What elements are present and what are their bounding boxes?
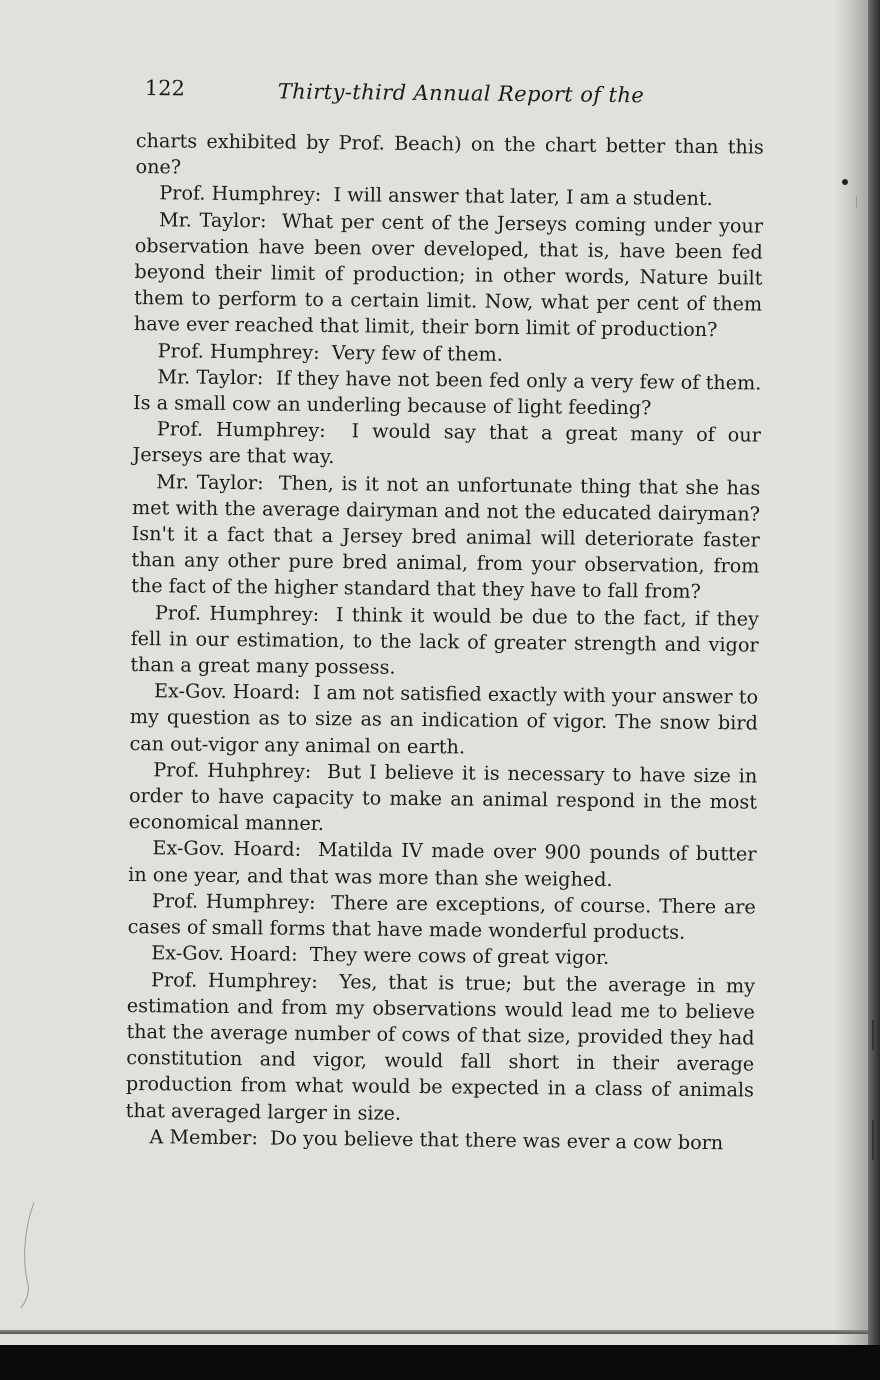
speaker-name: A Member: — [149, 1124, 258, 1150]
speaker-name: Mr. Taylor: — [158, 207, 267, 232]
speech-text: There are exceptions, of course. There are cases of small forms that have made wonderful products. — [127, 890, 756, 944]
transcript-body — [125, 128, 764, 1156]
running-title: Thirty-third Annual Report of the — [277, 79, 645, 108]
speech-paragraph — [129, 678, 758, 763]
speech-paragraph — [126, 966, 756, 1130]
speech-text: Do you believe that there was ever a cow born — [269, 1126, 724, 1154]
speech-text: I am not satisfied exactly with your answer to my question as to size as an indication of vigor. The snow bird can out-vigor any animal on earth. — [129, 681, 759, 759]
page-edge-shadow — [834, 0, 868, 1345]
speech-text: If they have not been fed only a very few of them. Is a small cow an underling because of light feeding? — [133, 366, 762, 420]
speech-paragraph — [132, 416, 761, 475]
speech-paragraph — [133, 364, 762, 423]
speaker-name: Prof. Humphrey: — [157, 338, 320, 364]
speaker-name: Ex-Gov. Hoard: — [151, 941, 298, 967]
ink-dot-mark — [842, 179, 848, 185]
speech-text: Very few of them. — [331, 340, 504, 366]
speaker-name: Prof. Humphrey: — [150, 967, 318, 993]
page-bottom-rule — [0, 1330, 868, 1334]
edge-mark — [872, 1020, 874, 1050]
speaker-name: Prof. Huhphrey: — [153, 758, 312, 783]
speech-paragraph — [128, 835, 757, 894]
speaker-name: Prof. Humphrey: — [156, 417, 326, 443]
speech-paragraph — [134, 207, 763, 345]
speech-text: I would say that a great many of our Jerseys are that way. — [132, 419, 761, 469]
speaker-name: Mr. Taylor: — [157, 365, 264, 390]
page-header — [145, 76, 765, 116]
pencil-stroke-mark — [18, 1200, 38, 1310]
margin-tick-mark — [856, 196, 857, 208]
speaker-name: Prof. Humphrey: — [151, 889, 316, 914]
speech-paragraph — [130, 600, 759, 685]
speech-paragraph — [129, 757, 758, 842]
paragraph-text: charts exhibited by Prof. Beach) on the chart better than this one? — [135, 128, 764, 179]
scan-right-edge — [868, 0, 880, 1345]
speaker-name: Ex-Gov. Hoard: — [152, 836, 302, 862]
scan-bottom-border — [0, 1345, 880, 1380]
speech-text: I think it would be due to the fact, if they fell in our estimation, to the lack of greater strength and vigor than a great many possess. — [130, 602, 760, 679]
speaker-name: Prof. Humphrey: — [154, 600, 320, 626]
speech-paragraph — [131, 469, 760, 607]
speech-text: I will answer that later, I am a student. — [333, 183, 713, 211]
speech-text: Yes, that is true; but the average in my estimation and from my observations would lead me to believe that the average number of cows of that size, provided they had constitution and vigor, would fall short in their average production from what would be expected in a class of animals that averaged larger in size. — [125, 969, 756, 1125]
speaker-name: Mr. Taylor: — [156, 469, 264, 494]
speech-paragraph — [125, 1124, 753, 1157]
speech-text: They were cows of great vigor. — [309, 943, 610, 970]
paragraph-continuation — [135, 128, 764, 187]
speaker-name: Prof. Humphrey: — [159, 181, 322, 207]
page-number: 122 — [144, 76, 186, 101]
speech-text: Then, is it not an unfortunate thing that she has met with the average dairyman and not the educated dairyman? Isn't it a fact that a Jersey bred animal will deteriorate faster than any other pure bred animal, from your observation, from the fact of the higher standard that they have to fall from? — [131, 471, 761, 604]
edge-mark — [872, 1120, 874, 1160]
speech-text: Matilda IV made over 900 pounds of butter in one year, and that was more than she weighed. — [128, 838, 757, 891]
speech-text: But I believe it is necessary to have size in order to have capacity to make an animal respond in the most economical manner. — [128, 759, 758, 836]
speech-paragraph — [127, 888, 756, 947]
speech-text: What per cent of the Jerseys coming under your observation have been over developed, that is, have been fed beyond their limit of production; in other words, Nature built them to perform to a certain limit. Now, what per cent of them have ever reached that limit, their born limit of production? — [133, 209, 764, 342]
speaker-name: Ex-Gov. Hoard: — [153, 679, 301, 705]
